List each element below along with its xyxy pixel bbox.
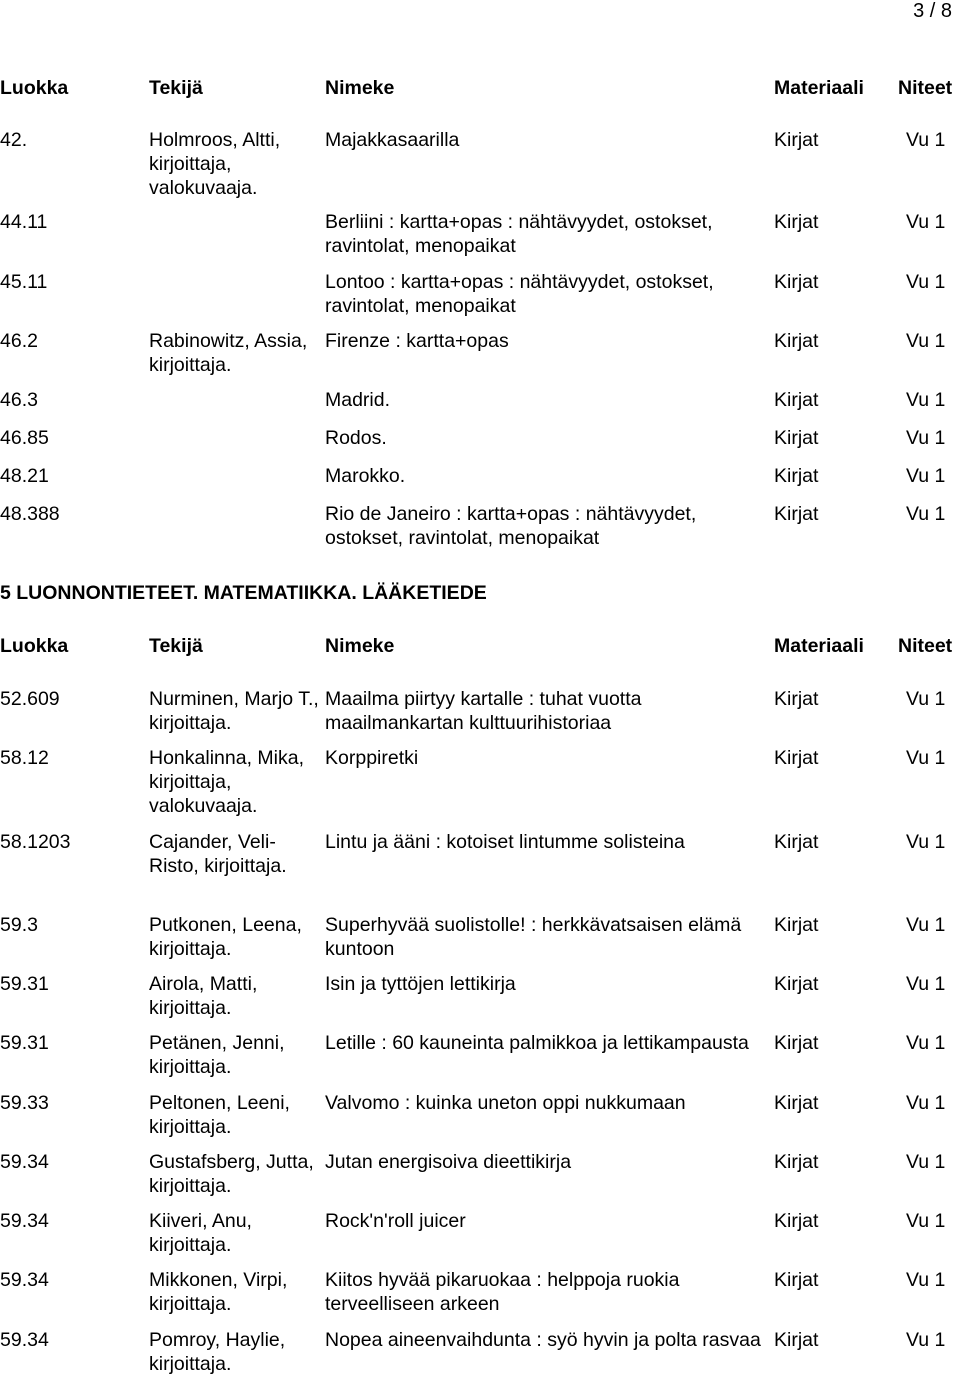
page-number: 3 / 8 [913,0,952,22]
cell-materiaali: Kirjat [774,973,819,995]
cell-tekija: Cajander, Veli-Risto, kirjoittaja. [149,831,287,877]
cell-niteet: Vu 1 [906,271,946,293]
cell-materiaali: Kirjat [774,1269,819,1291]
cell-materiaali: Kirjat [774,427,819,449]
cell-niteet: Vu 1 [906,688,946,710]
cell-nimeke: Kiitos hyvää pikaruokaa : helppoja ruokia terveelliseen arkeen [325,1269,680,1315]
cell-niteet: Vu 1 [906,1269,946,1291]
cell-niteet: Vu 1 [906,465,946,487]
cell-materiaali: Kirjat [774,271,819,293]
cell-nimeke: Rock'n'roll juicer [325,1210,466,1232]
cell-luokka: 42. [0,129,28,151]
header-niteet: Niteet [898,77,953,99]
header-tekija: Tekijä [149,77,203,99]
cell-nimeke: Lintu ja ääni : kotoiset lintumme solisteina [325,831,685,853]
cell-nimeke: Valvomo : kuinka uneton oppi nukkumaan [325,1092,686,1114]
cell-niteet: Vu 1 [906,1032,946,1054]
cell-luokka: 59.34 [0,1210,49,1232]
header-materiaali: Materiaali [774,77,864,99]
cell-luokka: 44.11 [0,211,48,233]
cell-tekija: Mikkonen, Virpi, kirjoittaja. [149,1269,288,1315]
cell-niteet: Vu 1 [906,330,946,352]
header-nimeke: Nimeke [325,635,395,657]
cell-luokka: 59.34 [0,1151,49,1173]
cell-nimeke: Berliini : kartta+opas : nähtävyydet, ostokset, ravintolat, menopaikat [325,211,713,257]
cell-luokka: 58.1203 [0,831,71,853]
cell-tekija: Petänen, Jenni, kirjoittaja. [149,1032,285,1078]
cell-nimeke: Rio de Janeiro : kartta+opas : nähtävyydet, ostokset, ravintolat, menopaikat [325,503,697,549]
cell-nimeke: Jutan energisoiva dieettikirja [325,1151,572,1173]
cell-nimeke: Lontoo : kartta+opas : nähtävyydet, ostokset, ravintolat, menopaikat [325,271,714,317]
header-tekija: Tekijä [149,635,203,657]
cell-nimeke: Marokko. [325,465,406,487]
cell-niteet: Vu 1 [906,211,946,233]
cell-materiaali: Kirjat [774,688,819,710]
cell-luokka: 59.34 [0,1269,49,1291]
cell-materiaali: Kirjat [774,1092,819,1114]
cell-tekija: Airola, Matti, kirjoittaja. [149,973,258,1019]
cell-luokka: 59.31 [0,1032,49,1054]
cell-tekija: Kiiveri, Anu, kirjoittaja. [149,1210,252,1256]
cell-materiaali: Kirjat [774,465,819,487]
cell-materiaali: Kirjat [774,1329,819,1351]
cell-luokka: 59.34 [0,1329,49,1351]
cell-materiaali: Kirjat [774,831,819,853]
cell-tekija: Nurminen, Marjo T., kirjoittaja. [149,688,319,734]
cell-luokka: 58.12 [0,747,49,769]
cell-luokka: 45.11 [0,271,48,293]
cell-tekija: Rabinowitz, Assia, kirjoittaja. [149,330,308,376]
cell-nimeke: Madrid. [325,389,391,411]
cell-niteet: Vu 1 [906,973,946,995]
cell-materiaali: Kirjat [774,389,819,411]
cell-materiaali: Kirjat [774,914,819,936]
cell-tekija: Holmroos, Altti, kirjoittaja, valokuvaaja. [149,129,281,199]
cell-materiaali: Kirjat [774,503,819,525]
cell-nimeke: Majakkasaarilla [325,129,460,151]
cell-tekija: Peltonen, Leeni, kirjoittaja. [149,1092,290,1138]
cell-materiaali: Kirjat [774,1151,819,1173]
cell-tekija: Putkonen, Leena, kirjoittaja. [149,914,302,960]
cell-niteet: Vu 1 [906,503,946,525]
cell-niteet: Vu 1 [906,1329,946,1351]
cell-nimeke: Nopea aineenvaihdunta : syö hyvin ja polta rasvaa [325,1329,761,1351]
cell-luokka: 59.31 [0,973,49,995]
cell-luokka: 59.3 [0,914,38,936]
cell-niteet: Vu 1 [906,129,946,151]
cell-nimeke: Letille : 60 kauneinta palmikkoa ja lettikampausta [325,1032,749,1054]
cell-nimeke: Firenze : kartta+opas [325,330,509,352]
header-materiaali: Materiaali [774,635,864,657]
cell-tekija: Honkalinna, Mika, kirjoittaja, valokuvaaja. [149,747,304,817]
cell-niteet: Vu 1 [906,831,946,853]
cell-materiaali: Kirjat [774,330,819,352]
cell-luokka: 48.388 [0,503,60,525]
cell-niteet: Vu 1 [906,747,946,769]
table-header-2 [0,634,960,660]
cell-niteet: Vu 1 [906,1210,946,1232]
header-nimeke: Nimeke [325,77,395,99]
cell-niteet: Vu 1 [906,914,946,936]
cell-luokka: 46.3 [0,389,38,411]
section-title: 5 LUONNONTIETEET. MATEMATIIKKA. LÄÄKETIEDE [0,582,487,604]
cell-niteet: Vu 1 [906,389,946,411]
cell-luokka: 52.609 [0,688,60,710]
cell-tekija: Gustafsberg, Jutta, kirjoittaja. [149,1151,314,1197]
cell-luokka: 59.33 [0,1092,49,1114]
cell-niteet: Vu 1 [906,1092,946,1114]
cell-nimeke: Maailma piirtyy kartalle : tuhat vuotta maailmankartan kulttuurihistoriaa [325,688,642,734]
cell-materiaali: Kirjat [774,211,819,233]
cell-niteet: Vu 1 [906,427,946,449]
cell-tekija: Pomroy, Haylie, kirjoittaja. [149,1329,286,1375]
cell-nimeke: Rodos. [325,427,387,449]
header-niteet: Niteet [898,635,953,657]
cell-nimeke: Superhyvää suolistolle! : herkkävatsaisen elämä kuntoon [325,914,742,960]
cell-materiaali: Kirjat [774,747,819,769]
cell-nimeke: Korppiretki [325,747,419,769]
cell-nimeke: Isin ja tyttöjen lettikirja [325,973,516,995]
cell-luokka: 48.21 [0,465,49,487]
cell-materiaali: Kirjat [774,1032,819,1054]
table-header-1 [0,76,960,102]
header-luokka: Luokka [0,77,69,99]
cell-luokka: 46.85 [0,427,49,449]
cell-materiaali: Kirjat [774,1210,819,1232]
header-luokka: Luokka [0,635,69,657]
cell-luokka: 46.2 [0,330,38,352]
cell-niteet: Vu 1 [906,1151,946,1173]
cell-materiaali: Kirjat [774,129,819,151]
